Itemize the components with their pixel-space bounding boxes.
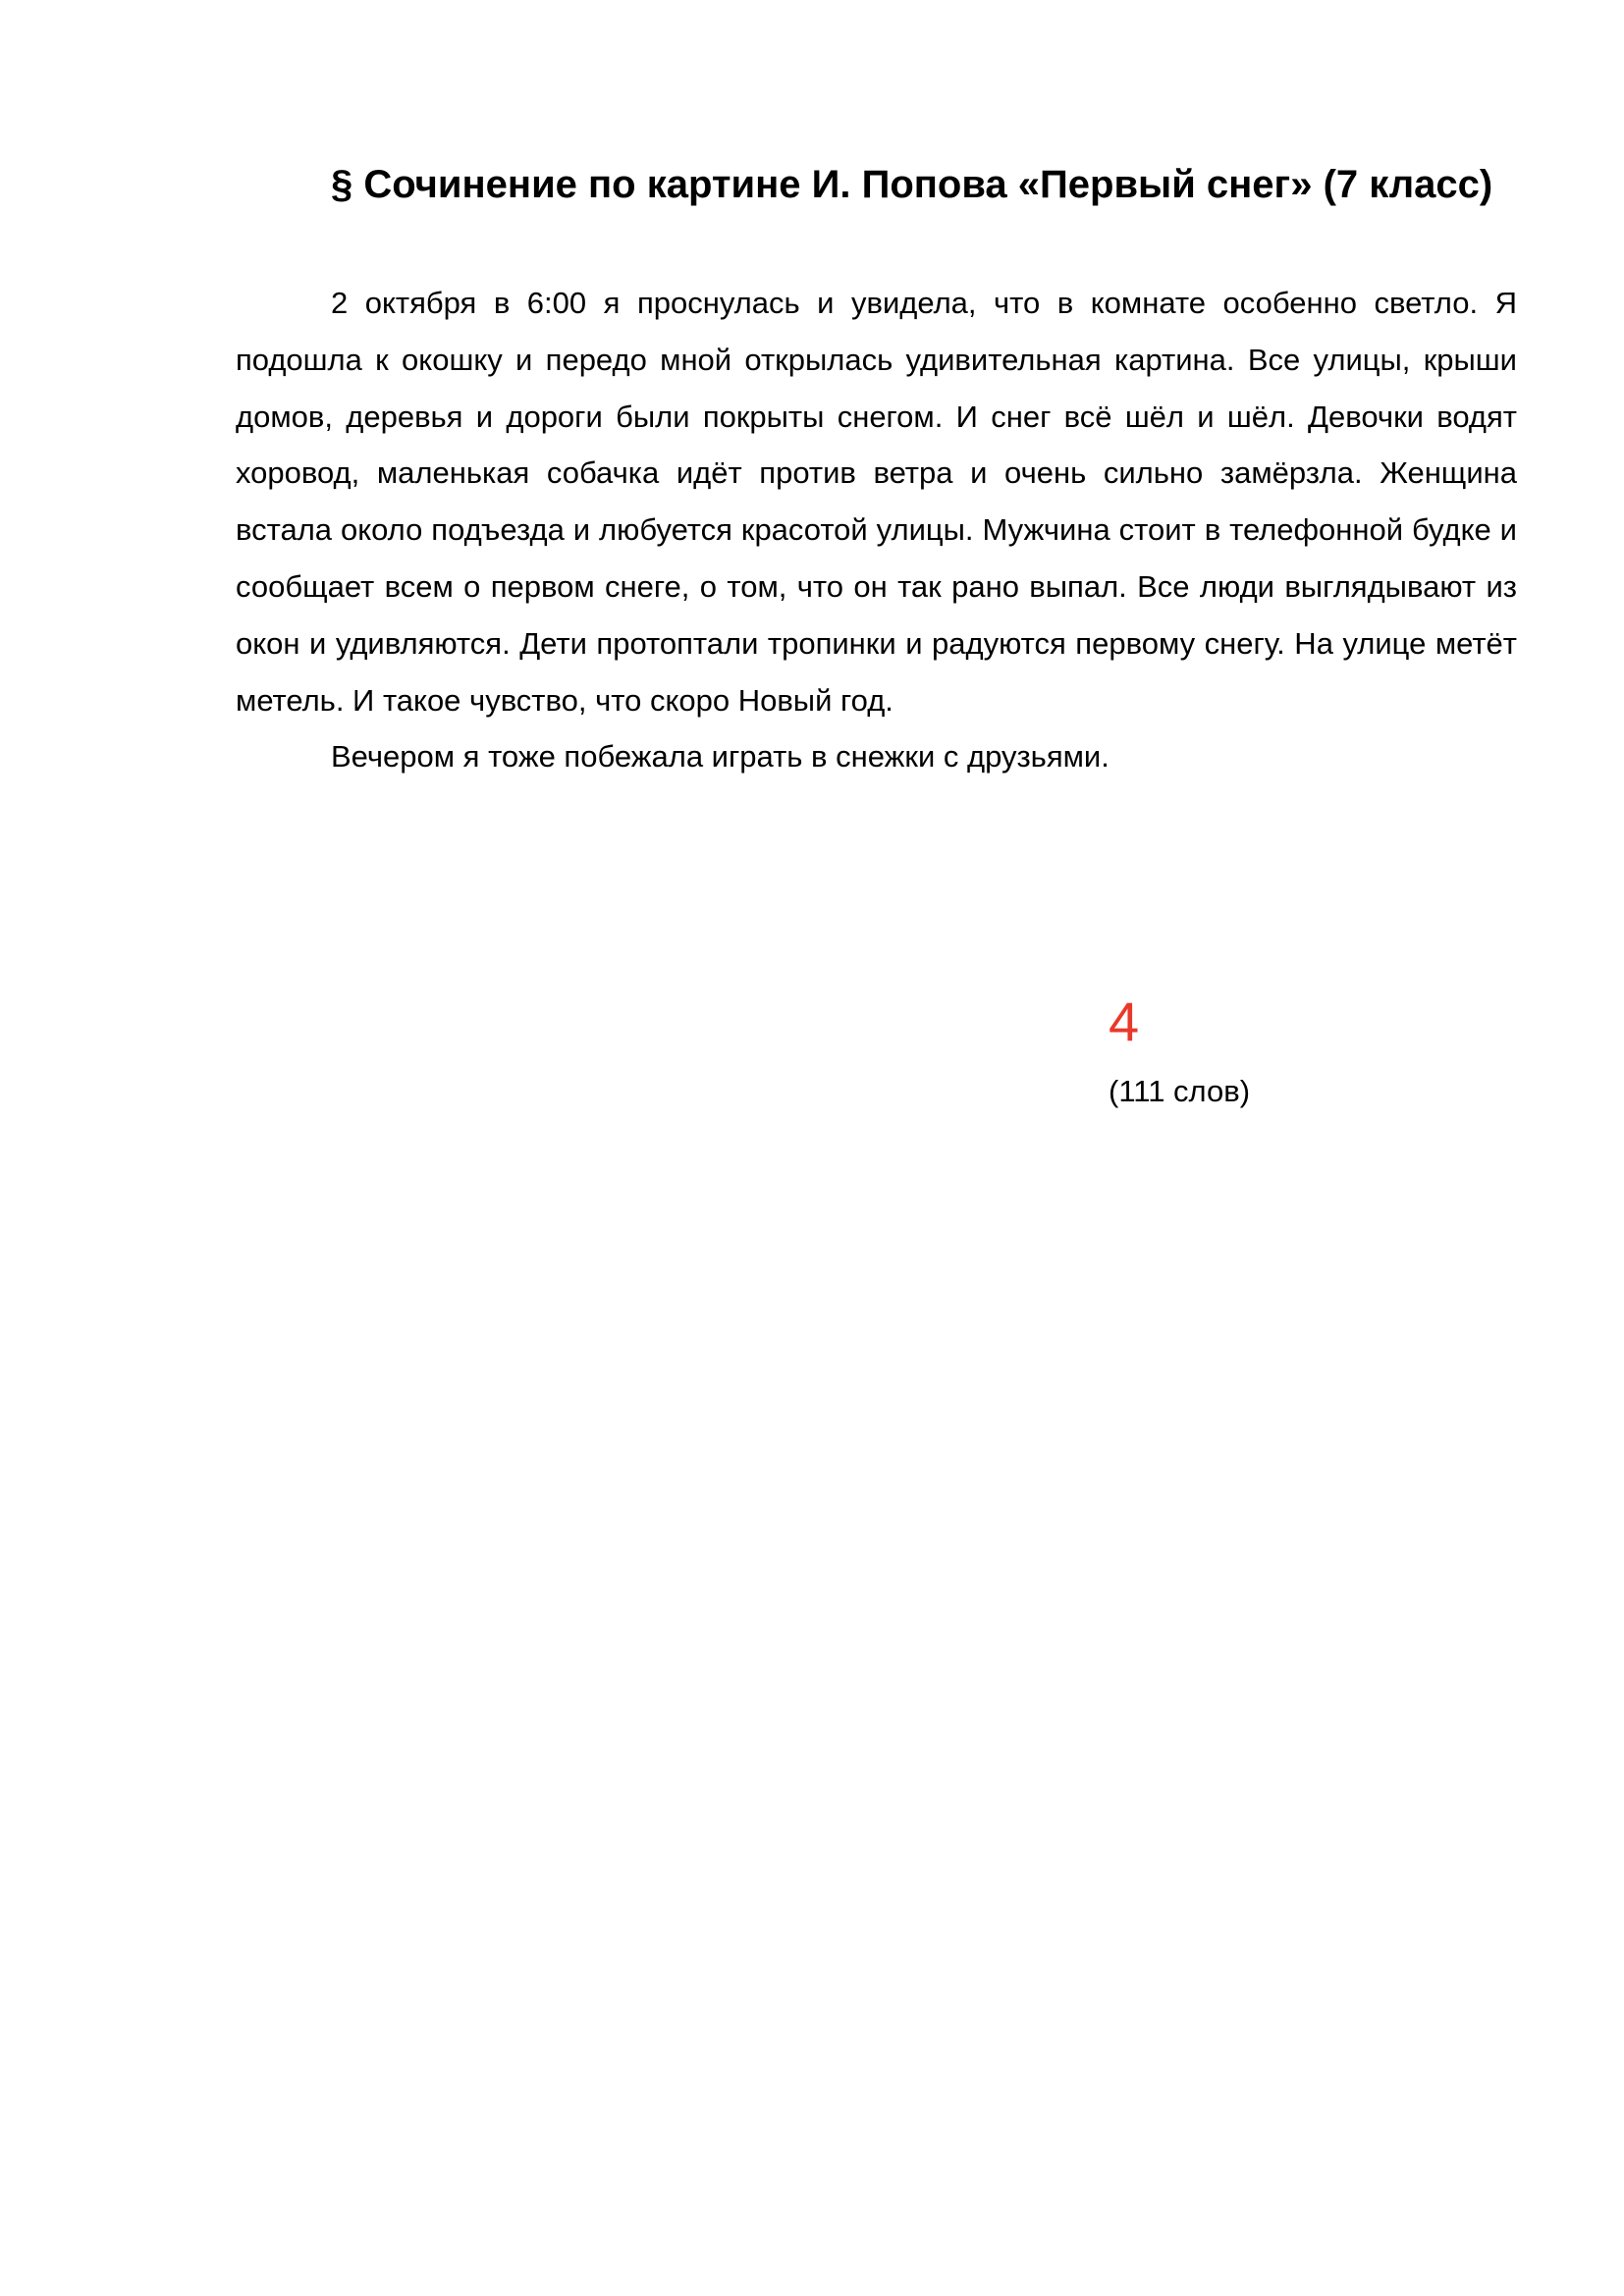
document-content — [236, 147, 1517, 785]
document-body — [236, 275, 1517, 785]
grade-mark: 4 — [1109, 990, 1140, 1052]
word-count: (111 слов) — [1109, 1074, 1251, 1108]
paragraph-1: 2 октября в 6:00 я проснулась и увидела, что в комнате особенно светло. Я подошла к окошку и передо мной открылась удивительная картина. Все улицы, крыши домов, деревья и дороги были покрыты снегом. И снег всё шёл и шёл. Девочки водят хоровод, маленькая собачка идёт против ветра и очень сильно замёрзла. Женщина встала около подъезда и любуется красотой улицы. Мужчина стоит в телефонной будке и сообщает всем о первом снеге, о том, что он так рано выпал. Все люди выглядывают из окон и удивляются. Дети протоптали тропинки и радуются первому снегу. На улице метёт метель. И такое чувство, что скоро Новый год. — [236, 286, 1517, 718]
paragraph-2: Вечером я тоже побежала играть в снежки с друзьями. — [331, 739, 1110, 774]
grade-block — [1109, 987, 1250, 1116]
document-title: § Сочинение по картине И. Попова «Первый снег» (7 класс) — [331, 163, 1493, 206]
